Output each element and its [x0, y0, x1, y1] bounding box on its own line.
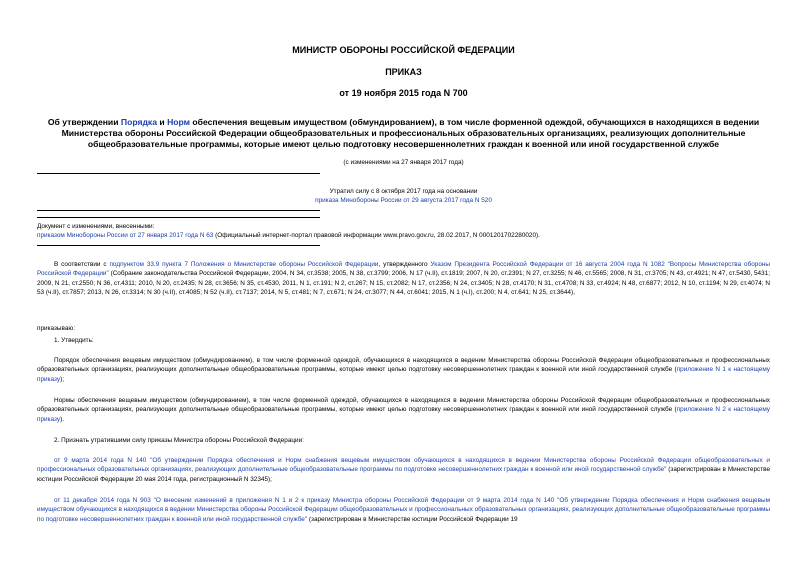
item-2a-paragraph — [37, 456, 770, 484]
title-link-procedure[interactable]: Порядка — [120, 117, 158, 127]
preamble-link-decree[interactable]: Указом Президента Российской Федерации от 16 августа 2004 года N 1082 "Вопросы Министерства обороны Российской Федерации" — [37, 261, 771, 278]
title-link-norms[interactable]: Норм — [167, 117, 191, 127]
item-1: 1. Утвердить: — [54, 337, 94, 344]
amendments-note: (с изменениями на 27 января 2017 года) — [343, 159, 464, 166]
doc-changes-rest: (Официальный интернет-портал правовой информации www.pravo.gov.ru, 28.02.2017, N 0001201702280020). — [213, 232, 540, 240]
doc-changes-text: Документ с изменениями, внесенными: — [37, 223, 155, 230]
item-1a-paragraph — [37, 356, 770, 384]
preamble-text-3: (Собрание законодательства Российской Федерации, 2004, N 34, ст.3538; 2005, N 38, ст.3799; 2006, N 17 (ч.II), ст.1819; 2007, N 20, ст.2391; N 27, ст.3255; N 46, ст.5565; 2008, N 31, ст.3705; N 43, ст.4921; N 47, ст.5430, 5431; 2009, N 21, ст.2550; N 36, ст.4311; 2010, N 20, ст.2435; N 28, ст.3656; N 35, ст.4530, 2011, N 1, ст.191; N 2, ст.267; N 15, ст.2082; N 17, ст.2356; N 24, ст.3405; N 28, ст.4170; N 31, ст.4708; N 33, ст.4924; N 48, ст.6877; 2012, N 10, ст.1194; N 29, ст.4074; N 53 (ч.II), ст.7857; 2013, N 26, ст.3314; N 30 (ч.II), ст.4085; N 52 (ч.II), ст.7137; 2014, N 5, ст.481; N 7, ст.671; N 24, ст.3077; N 44, ст.6041; 2015, N 1 (ч.I), ст.200; N 4, ст.641; N 25, ст.3644), — [37, 270, 770, 297]
lost-force-note — [200, 187, 607, 206]
divider — [37, 173, 320, 174]
doc-type-heading: ПРИКАЗ — [385, 67, 422, 77]
item-2b-paragraph — [37, 496, 770, 524]
preamble-paragraph — [37, 260, 770, 298]
ministry-heading: МИНИСТР ОБОРОНЫ РОССИЙСКОЙ ФЕДЕРАЦИИ — [292, 45, 515, 55]
item-2b-link[interactable]: от 11 декабря 2014 года N 903 "О внесении изменений в приложения N 1 и 2 к приказу Министра обороны Российской Федерации от 9 марта 2014 года N 140 "Об утверждении Порядка обеспечения и Норм снабжения вещевым имуществом обучающихся в находящихся в ведении Министерства обороны Российской Федерации общеобразовательных и профессиональных образовательных организациях, реализующих дополнительные общеобразовательные программы по подготовке несовершеннолетних граждан к военной или иной государственной службе" — [37, 497, 770, 523]
doc-changes-note — [37, 222, 777, 241]
order-word: приказываю: — [37, 325, 75, 332]
preamble-text-2: , утвержденного — [378, 261, 431, 268]
divider — [37, 210, 320, 211]
item-1b-paragraph — [37, 396, 770, 424]
title-text-3: обеспечения вещевым имуществом (обмундированием), в том числе форменной одеждой, обучающихся в находящихся в ведении Министерства обороны Российской Федерации общеобразовательных и профессиональных образовательных организациях, реализующих дополнительные общеобразовательные программы, которые имеют целью подготовку несовершеннолетних граждан к военной или иной государственной службе — [61, 117, 760, 149]
lost-force-text: Утратил силу с 8 октября 2017 года на основании — [329, 188, 478, 195]
preamble-text-1: В соответствии с — [54, 261, 110, 268]
preamble-link-regulation[interactable]: подпунктом 33.9 пункта 7 Положения о Министерстве обороны Российской Федерации — [109, 261, 379, 268]
item-1b-end: ). — [60, 415, 64, 423]
title-text-1: Об утверждении — [47, 117, 121, 127]
divider — [37, 217, 320, 218]
item-1a-link[interactable]: приложение N 1 к настоящему приказу — [37, 366, 770, 383]
date-number-heading: от 19 ноября 2015 года N 700 — [339, 88, 468, 98]
item-1a-end: ); — [60, 375, 64, 383]
item-1b-link[interactable]: приложение N 2 к настоящему приказу — [37, 406, 770, 423]
divider — [37, 245, 320, 246]
document-title — [28, 117, 779, 150]
item-2: 2. Признать утратившими силу приказы Министра обороны Российской Федерации: — [54, 437, 304, 444]
item-2a-link[interactable]: от 9 марта 2014 года N 140 "Об утверждении Порядка обеспечения и Норм снабжения вещевым имуществом обучающихся в находящихся в ведении Министерства обороны Российской Федерации общеобразовательных и профессиональных образовательных организациях, реализующих дополнительные общеобразовательные программы по подготовке несовершеннолетних граждан к военной или иной государственной службе" — [37, 457, 770, 474]
item-1b-text: Нормы обеспечения вещевым имуществом (обмундированием), в том числе форменной одеждой, обучающихся в находящихся в ведении Министерства обороны Российской Федерации общеобразовательных и профессиональных образовательных организациях, реализующих дополнительные общеобразовательные программы, которые имеют целью подготовку несовершеннолетних граждан к военной или иной государственной службе ( — [37, 397, 770, 414]
item-1a-text: Порядок обеспечения вещевым имуществом (обмундированием), в том числе форменной одеждой, обучающихся в находящихся в ведении Министерства обороны Российской Федерации общеобразовательных и профессиональных образовательных организациях, реализующих дополнительные общеобразовательные программы, которые имеют целью подготовку несовершеннолетних граждан к военной или иной государственной службе ( — [37, 357, 770, 374]
item-2b-rest: (зарегистрирован в Министерстве юстиции Российской Федерации 19 — [307, 515, 518, 523]
title-text-2: и — [157, 117, 168, 127]
lost-force-link[interactable]: приказа Минобороны России от 29 августа 2017 года N 520 — [315, 197, 492, 205]
doc-changes-link[interactable]: приказом Минобороны России от 27 января 2017 года N 63 — [37, 232, 214, 240]
item-2a-rest: (зарегистрирован в Министерстве юстиции Российской Федерации 20 мая 2014 года, регистрационный N 32345); — [37, 466, 770, 483]
